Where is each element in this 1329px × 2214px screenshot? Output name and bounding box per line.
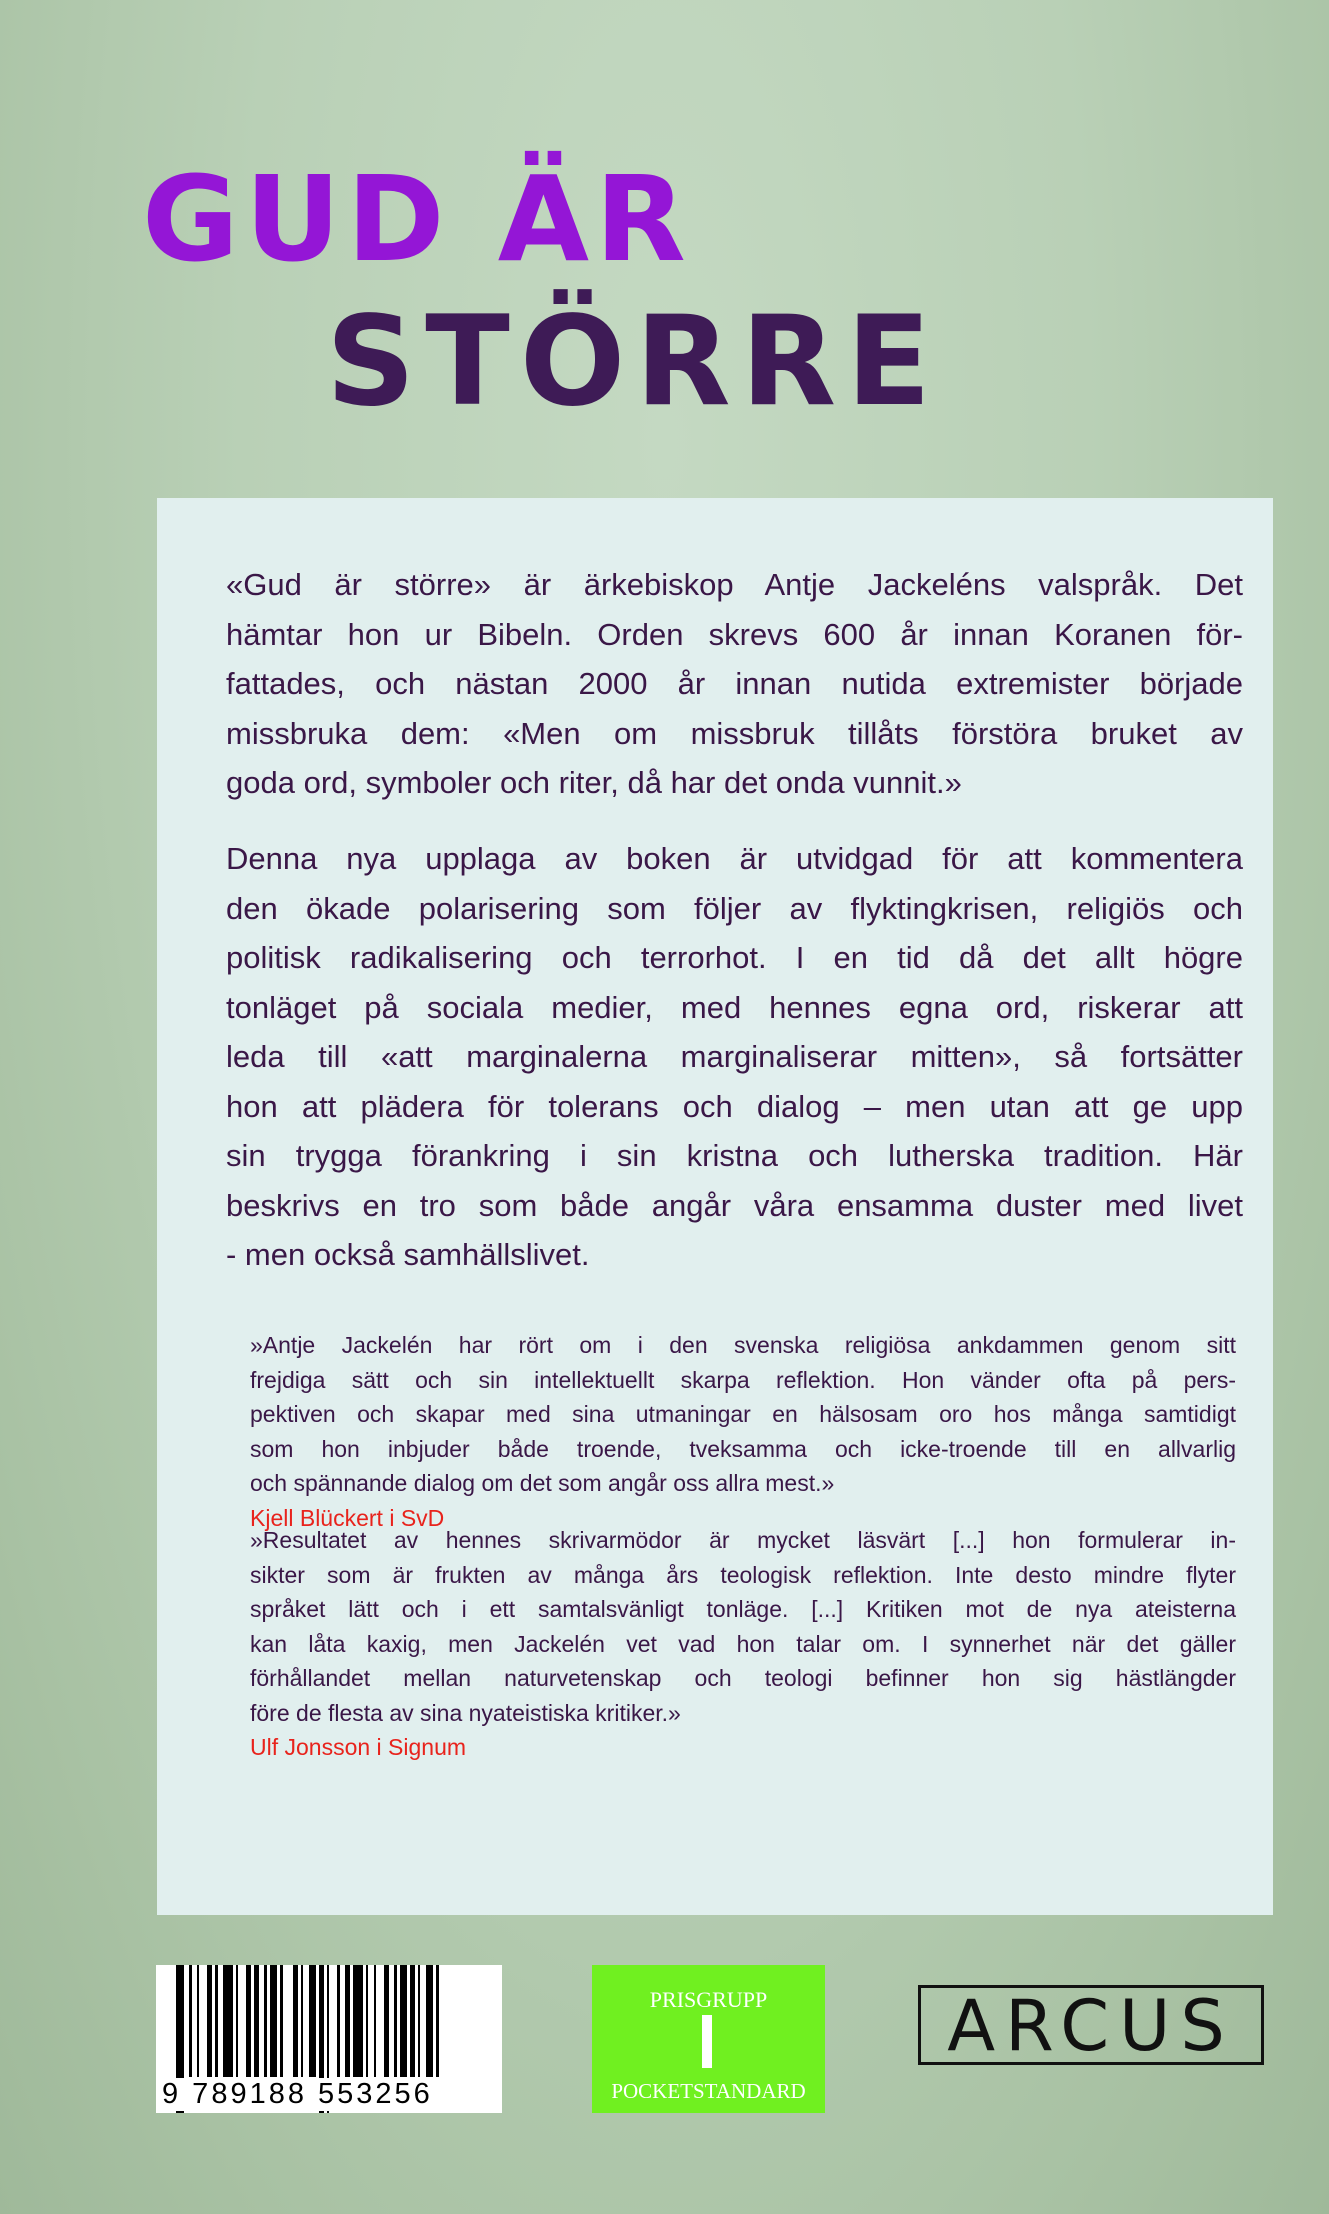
text-line: sin trygga förankring i sin kristna och lutherska tradition. Här <box>226 1138 1243 1173</box>
review-quote-2 <box>250 1523 1236 1765</box>
text-line: den ökade polarisering som följer av flyktingkrisen, religiös och <box>226 890 1243 926</box>
title-line-2: STÖRRE <box>326 290 941 434</box>
text-line: Denna nya upplaga av boken är utvidgad för att kommentera <box>226 841 1243 876</box>
barcode-bar <box>301 1965 304 2077</box>
barcode-bar <box>410 1965 415 2077</box>
description-paragraph-2 <box>226 834 1243 1280</box>
review-source: Kjell Blückert i SvD <box>250 1504 445 1531</box>
barcode-bar <box>366 1965 369 2077</box>
barcode-bar <box>264 1965 267 2077</box>
price-group-category: POCKETSTANDARD <box>611 2079 806 2103</box>
barcode-bar <box>246 1965 251 2077</box>
text-line: leda till «att marginalerna marginaliserar mitten», så fortsätter <box>226 1039 1243 1074</box>
barcode-bar <box>426 1965 434 2077</box>
publisher-logo: ARCUS <box>918 1985 1264 2065</box>
price-group-value <box>702 2015 712 2068</box>
isbn-barcode <box>156 1965 502 2113</box>
text-line: politisk radikalisering och terrorhot. I en tid då det allt högre <box>226 940 1243 975</box>
barcode-bar <box>394 1965 397 2077</box>
barcode-bar <box>270 1965 278 2077</box>
barcode-bar <box>280 1965 283 2077</box>
text-panel <box>157 498 1273 1915</box>
review-source: Ulf Jonsson i Signum <box>250 1734 467 1760</box>
text-line: frejdiga sätt och sin intellektuellt skarpa reflektion. Hon vänder ofta på pers- <box>250 1366 1236 1393</box>
description-paragraph-1 <box>226 560 1243 808</box>
barcode-bars <box>176 1965 496 2085</box>
barcode-bar <box>236 1965 239 2077</box>
barcode-bar <box>337 1965 340 2077</box>
title-line-1: GUD ÄR <box>142 150 692 288</box>
barcode-bar <box>189 1965 192 2077</box>
text-line: »Resultatet av hennes skrivarmödor är mycket läsvärt [...] hon formulerar in- <box>250 1527 1236 1553</box>
price-group-badge <box>592 1965 825 2113</box>
barcode-bar <box>293 1965 298 2077</box>
barcode-bar <box>436 1965 439 2077</box>
barcode-bar <box>207 1965 212 2077</box>
text-line: tonläget på sociala medier, med hennes egna ord, riskerar att <box>226 989 1243 1025</box>
text-line: goda ord, symboler och riter, då har det onda vunnit.» <box>226 765 962 800</box>
text-line: före de flesta av sina nyateistiska kritiker.» <box>250 1699 681 1726</box>
barcode-bar <box>374 1965 377 2077</box>
text-line: hämtar hon ur Bibeln. Orden skrevs 600 år innan Koranen för- <box>226 616 1243 652</box>
review-quote-1 <box>250 1328 1236 1535</box>
text-line: missbruka dem: «Men om missbruk tillåts förstöra bruket av <box>226 715 1243 751</box>
barcode-bar <box>400 1965 408 2077</box>
text-line: «Gud är större» är ärkebiskop Antje Jackeléns valspråk. Det <box>226 567 1243 602</box>
barcode-bar <box>353 1965 363 2077</box>
text-line: förhållandet mellan naturvetenskap och teologi befinner hon sig hästlängder <box>250 1665 1236 1691</box>
text-line: »Antje Jackelén har rört om i den svenska religiösa ankdammen genom sitt <box>250 1332 1236 1358</box>
barcode-bar <box>384 1965 389 2077</box>
text-line: språket lätt och i ett samtalsvänligt tonläge. [...] Kritiken mot de nya ateisterna <box>250 1596 1236 1622</box>
text-line: fattades, och nästan 2000 år innan nutida extremister började <box>226 666 1243 701</box>
barcode-bar <box>418 1965 421 2077</box>
text-line: - men också samhällslivet. <box>226 1237 590 1272</box>
text-line: hon att plädera för tolerans och dialog – men utan att ge upp <box>226 1088 1243 1124</box>
text-line: sikter som är frukten av många års teologisk reflektion. Inte desto mindre flyter <box>250 1561 1236 1588</box>
price-group-label: PRISGRUPP <box>649 1987 768 2012</box>
text-line: och spännande dialog om det som angår oss allra mest.» <box>250 1470 835 1496</box>
barcode-bar <box>197 1965 200 2077</box>
isbn-number: 9 789188 553256 <box>162 2078 433 2110</box>
text-line: pektiven och skapar med sina utmaningar en hälsosam oro hos många samtidigt <box>250 1401 1236 1427</box>
barcode-bar <box>215 1965 218 2077</box>
text-line: beskrivs en tro som både angår våra ensamma duster med livet <box>226 1187 1243 1223</box>
text-line: som hon inbjuder både troende, tveksamma och icke-troende till en allvarlig <box>250 1435 1236 1462</box>
barcode-bar <box>309 1965 317 2077</box>
barcode-bar <box>254 1965 259 2077</box>
barcode-bar <box>223 1965 233 2077</box>
barcode-bar <box>345 1965 350 2077</box>
text-line: kan låta kaxig, men Jackelén vet vad hon talar om. I synnerhet när det gäller <box>250 1630 1236 1657</box>
